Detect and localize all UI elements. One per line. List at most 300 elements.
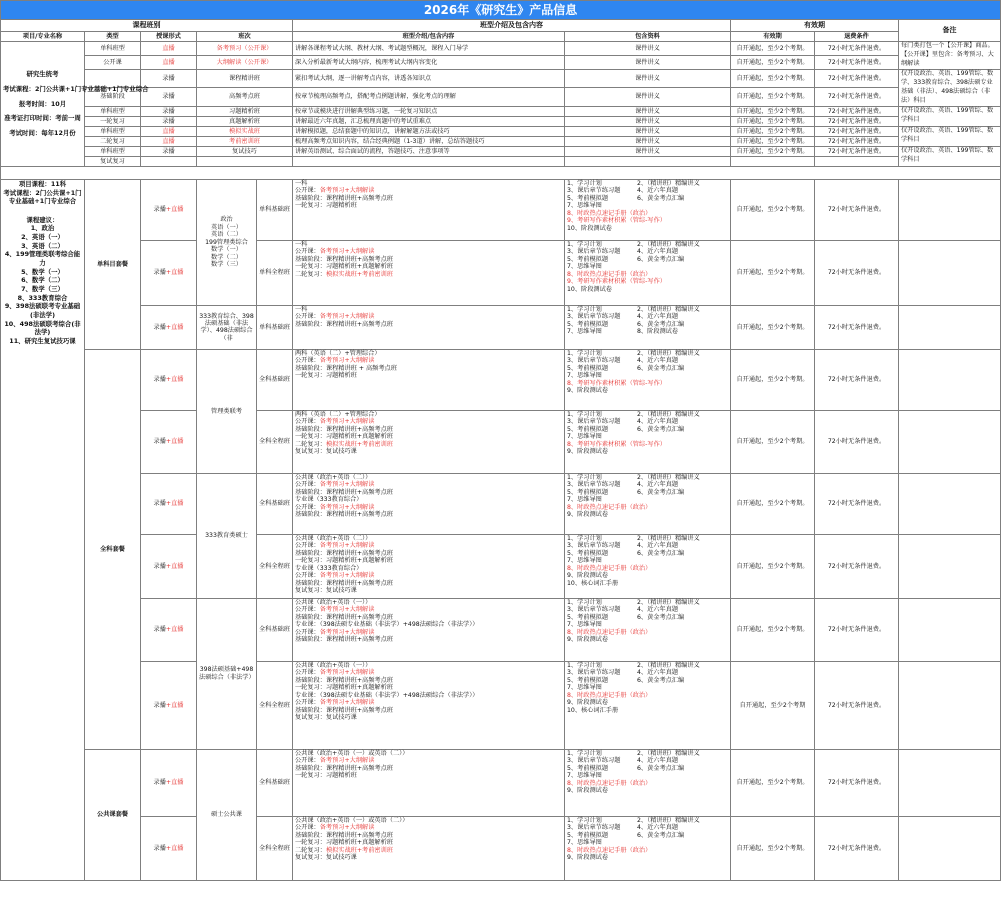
- material-item: 7、思维导图: [567, 202, 602, 210]
- intro-line: 专业课（333教育综合）: [295, 496, 363, 504]
- package-remark: [899, 179, 1001, 240]
- mode-plus: +: [165, 376, 172, 384]
- mode-plus: +: [165, 701, 172, 709]
- lower-project-summary: [1, 179, 85, 880]
- package-intro: [293, 534, 565, 598]
- material-item: 5、考前模拟题: [567, 425, 609, 433]
- material-line: [567, 328, 728, 335]
- project-line: 8、333教育综合: [17, 293, 68, 302]
- material-item: 3、课后章节练习题: [567, 248, 621, 256]
- package-mode: [141, 749, 197, 816]
- intro-line: 一科: [295, 305, 308, 313]
- package-mode: [141, 179, 197, 240]
- material-line: [567, 557, 728, 564]
- material-item: 1、学习计划: [567, 749, 602, 757]
- material-item: 1、学习计划: [567, 598, 602, 606]
- package-intro: [293, 349, 565, 410]
- material-item: 5、考前模拟题: [567, 194, 609, 202]
- package-material: [565, 410, 731, 473]
- material-item: 1、学习计划: [567, 305, 602, 313]
- intro-line: 一科: [295, 240, 308, 248]
- intro-highlight: 备考预习+大纲解读: [319, 481, 375, 489]
- project-line: 报考时间：10月: [18, 99, 67, 108]
- project-line: 10、498法硕联考综合(非法学): [4, 319, 81, 337]
- package-type: 全科套餐: [85, 349, 141, 749]
- intro-line: 复试复习：复试技巧课: [295, 713, 357, 721]
- mode-plus: +: [165, 844, 172, 852]
- package-type: 单科目套餐: [85, 179, 141, 349]
- package-mode: [141, 534, 197, 598]
- package-mode: [141, 305, 197, 349]
- upper-row: [1, 88, 1001, 106]
- row-mode: 录播: [141, 69, 197, 87]
- mode-plus: +: [165, 323, 172, 331]
- package-material: [565, 473, 731, 534]
- project-line: 考试课程：2门公共课+1门专业基础+1门专业综合: [3, 84, 149, 93]
- package-refund: 72小时无条件退费。: [815, 473, 899, 534]
- material-line: [567, 263, 728, 270]
- mode-plus: +: [165, 500, 172, 508]
- material-line: [567, 225, 728, 232]
- mode-recorded: 录播: [153, 323, 166, 331]
- project-line: 9、398法硕联考专业基础(非法学): [4, 302, 81, 319]
- material-item: 8、时政热点速记手册（政治）: [567, 270, 652, 278]
- material-item: 3、课后章节练习题: [567, 187, 621, 195]
- row-valid: 自开通起，至少2个考期。: [731, 116, 815, 126]
- intro-line: 二轮复习：模拟实战班+考前密训班: [295, 270, 393, 278]
- row-type: 一轮复习: [85, 116, 141, 126]
- mode-plus: +: [165, 626, 172, 634]
- row-mode: 录播: [141, 146, 197, 156]
- package-valid: 自开通起，至少2个考期。: [731, 349, 815, 410]
- material-item: 6、黄金考点汇编: [637, 425, 685, 433]
- intro-highlight: 备考预习+大纲解读: [319, 248, 375, 256]
- mode-recorded: 录播: [153, 626, 166, 634]
- material-item: 6、黄金考点汇编: [637, 364, 685, 372]
- row-refund: 72小时无条件退费。: [815, 88, 899, 106]
- row-refund: 72小时无条件退费。: [815, 136, 899, 146]
- material-item: 3、课后章节练习题: [567, 757, 621, 765]
- upper-row: [1, 69, 1001, 87]
- intro-highlight: 备考预习+大纲解读: [319, 572, 375, 580]
- intro-line: 一轮复习：习题精析班+真题解析班: [295, 263, 393, 271]
- intro-line: 基础阶段：课程精讲班+高频考点班: [295, 320, 393, 328]
- package-intro: [293, 816, 565, 880]
- material-item: 6、黄金考点汇编: [637, 488, 685, 496]
- row-valid: 自开通起，至少2个考期。: [731, 55, 815, 69]
- material-item: 7、思维导图: [567, 557, 602, 565]
- intro-highlight: 备考预习+大纲解读: [319, 313, 375, 321]
- material-item: 9、考研写作素材积累（管综-写作）: [567, 217, 666, 225]
- project-line: 5、数学（一）: [21, 267, 64, 276]
- package-class: 全科全程班: [257, 410, 293, 473]
- row-class: 复试技巧: [197, 146, 293, 156]
- intro-highlight: 备考预习+大纲解读: [319, 669, 375, 677]
- project-line: 1、政治: [30, 224, 55, 233]
- material-item: 1、学习计划: [567, 661, 602, 669]
- package-mode: [141, 473, 197, 534]
- intro-line: 基础阶段：课程精讲班+高频考点班: [295, 831, 393, 839]
- material-item: 6、黄金考点汇编: [637, 613, 685, 621]
- material-item: 10、核心词汇手册: [567, 706, 619, 714]
- subject-item: 英语（二）: [211, 231, 242, 239]
- intro-line: 基础阶段：课程精讲班 + 高频考点班: [295, 364, 397, 372]
- intro-highlight: 模拟实战班+考前密训班: [325, 440, 393, 448]
- row-refund: 72小时无条件退费。: [815, 55, 899, 69]
- package-material: [565, 305, 731, 349]
- material-item: 3、课后章节练习题: [567, 669, 621, 677]
- row-remark: 每门类打包一个【公开课】商品。【公开课】里包含：备考预习、大纲解读: [899, 42, 1001, 70]
- material-item: 2、（精讲班）精编讲义: [637, 349, 700, 357]
- project-line: 2、英语（一）: [21, 233, 64, 242]
- material-item: 8、时政热点速记手册（政治）: [567, 779, 652, 787]
- intro-line: 基础阶段：课程精讲班+高频考点班: [295, 706, 393, 714]
- package-intro: [293, 598, 565, 661]
- material-line: [567, 580, 728, 587]
- material-line: [567, 780, 728, 787]
- intro-line: 公共课（政治+英语（一）或英语（二））: [295, 816, 409, 824]
- material-line: [567, 757, 728, 764]
- package-refund: 72小时无条件退费。: [815, 179, 899, 240]
- material-item: 4、近六年真题: [637, 187, 679, 195]
- material-line: [567, 707, 728, 714]
- mode-recorded: 录播: [153, 438, 166, 446]
- row-valid: 自开通起，至少2个考期。: [731, 146, 815, 156]
- project-line: 研究生统考: [26, 70, 59, 79]
- material-line: [567, 496, 728, 503]
- material-item: 7、思维导图: [567, 684, 602, 692]
- row-material: 课件讲义: [565, 146, 731, 156]
- row-material: 课件讲义: [565, 55, 731, 69]
- intro-line: 公开课：备考预习+大纲解读: [295, 757, 375, 765]
- row-class: 真题解析班: [197, 116, 293, 126]
- header-validity-group: 有效期: [731, 20, 899, 32]
- row-mode: 直播: [141, 126, 197, 136]
- row-refund: 72小时无条件退费。: [815, 69, 899, 87]
- intro-line: 二轮复习：模拟实战班+考前密训班: [295, 846, 393, 854]
- material-line: [567, 542, 728, 549]
- row-intro: 讲解模拟题，总结套题中的知识点，讲解解题方法或技巧: [293, 126, 565, 136]
- intro-line: 基础阶段：课程精讲班+高频考点班: [295, 255, 393, 263]
- intro-line: 公共课（政治+英语（二））: [295, 473, 372, 481]
- package-class: 全科全程班: [257, 534, 293, 598]
- intro-line: 公开课：备考预习+大纲解读: [295, 606, 375, 614]
- material-item: 6、黄金考点汇编: [637, 549, 685, 557]
- material-item: 8、阶段测试卷: [637, 328, 679, 336]
- package-class: 全科基础班: [257, 749, 293, 816]
- material-item: 5、考前模拟题: [567, 676, 609, 684]
- row-material: 课件讲义: [565, 136, 731, 146]
- material-item: 3、课后章节练习题: [567, 418, 621, 426]
- package-mode: [141, 410, 197, 473]
- gap-cell: [1, 166, 1001, 179]
- subject-item: 199管理类综合: [205, 238, 248, 246]
- package-valid: 自开通起，至少2个考期。: [731, 240, 815, 305]
- intro-line: 一轮复习：习题精析班+真题解析班: [295, 433, 393, 441]
- package-intro: [293, 305, 565, 349]
- package-intro: [293, 179, 565, 240]
- intro-line: 公开课：备考预习+大纲解读: [295, 248, 375, 256]
- row-intro: 紧扣考试大纲，逐一讲解考点内容，讲透各知识点: [293, 69, 565, 87]
- project-line: 6、数学（二）: [21, 276, 64, 285]
- package-refund: 72小时无条件退费。: [815, 816, 899, 880]
- row-material: 课件讲义: [565, 106, 731, 116]
- intro-line: 基础阶段：课程精讲班+高频考点班: [295, 488, 393, 496]
- package-valid: 自开通起，至少2个考期。: [731, 534, 815, 598]
- material-line: [567, 380, 728, 387]
- material-item: 7、思维导图: [567, 372, 602, 380]
- package-intro: [293, 749, 565, 816]
- project-line: 项目课程：11科: [18, 179, 67, 188]
- intro-highlight: 备考预习+大纲解读: [319, 357, 375, 365]
- material-line: [567, 278, 728, 285]
- package-remark: [899, 305, 1001, 349]
- row-valid: 自开通起，至少2个考期。: [731, 106, 815, 116]
- package-material: [565, 534, 731, 598]
- material-line: [567, 636, 728, 643]
- intro-line: 基础阶段：课程精讲班+高频考点班: [295, 764, 393, 772]
- material-line: [567, 248, 728, 255]
- intro-line: 复试复习：复试技巧课: [295, 586, 357, 594]
- package-row: [1, 534, 1001, 598]
- material-line: [567, 839, 728, 846]
- material-line: [567, 606, 728, 613]
- row-class: 高频考点班: [197, 88, 293, 106]
- header-course-group: 课程班别: [1, 20, 293, 32]
- package-refund: 72小时无条件退费。: [815, 534, 899, 598]
- row-mode: [141, 156, 197, 166]
- material-line: [567, 187, 728, 194]
- material-item: 3、课后章节练习题: [567, 606, 621, 614]
- header-intro: 班型介绍/包含内容: [293, 32, 565, 42]
- material-item: 1、学习计划: [567, 534, 602, 542]
- material-item: 4、近六年真题: [637, 824, 679, 832]
- intro-line: 二轮复习：模拟实战班+考前密训班: [295, 440, 393, 448]
- row-valid: 自开通起，至少2个考期。: [731, 136, 815, 146]
- intro-line: 公共课（政治+英语（一）或英语（二））: [295, 749, 409, 757]
- material-line: [567, 772, 728, 779]
- package-class: 单科基础班: [257, 179, 293, 240]
- material-line: [567, 669, 728, 676]
- material-item: 7、思维导图: [567, 263, 602, 271]
- material-item: 8、考研写作素材积累（管综-写作）: [567, 379, 666, 387]
- package-valid: 自开通起，至少2个考期。: [731, 179, 815, 240]
- intro-highlight: 备考预习+大纲解读: [319, 606, 375, 614]
- intro-line: 一轮复习：习题精析班+真题解析班: [295, 684, 393, 692]
- package-material: [565, 240, 731, 305]
- intro-line: 一轮复习：习题精析班+真题解析班: [295, 557, 393, 565]
- material-item: 5、考前模拟题: [567, 613, 609, 621]
- intro-highlight: 备考预习+大纲解读: [319, 503, 375, 511]
- package-mode: [141, 816, 197, 880]
- material-item: 4、近六年真题: [637, 357, 679, 365]
- row-type: 单科班型: [85, 42, 141, 56]
- material-item: 7、思维导图: [567, 839, 602, 847]
- package-mode: [141, 349, 197, 410]
- material-item: 8、时政热点速记手册（政治）: [567, 691, 652, 699]
- row-intro: 讲解各课程考试大纲、教材大纲、考试题型概况，课程入门导学: [293, 42, 565, 56]
- row-mode: 录播: [141, 116, 197, 126]
- material-line: [567, 854, 728, 861]
- material-item: 2、（精讲班）精编讲义: [637, 305, 700, 313]
- project-line: 11、研究生复试技巧课: [9, 336, 76, 345]
- material-item: 9、阶段测试卷: [567, 572, 609, 580]
- material-item: 3、课后章节练习题: [567, 824, 621, 832]
- material-item: 2、（精讲班）精编讲义: [637, 473, 700, 481]
- material-line: [567, 418, 728, 425]
- package-subjects: 333教育综合、398法硕基础（非法学）、498法硕综合（非: [197, 305, 257, 349]
- intro-highlight: 备考预习+大纲解读: [319, 418, 375, 426]
- material-line: [567, 504, 728, 511]
- material-item: 5、考前模拟题: [567, 488, 609, 496]
- row-intro: [293, 156, 565, 166]
- intro-line: 基础阶段：课程精讲班+高频考点班: [295, 549, 393, 557]
- row-material: [565, 156, 731, 166]
- package-refund: 72小时无条件退费。: [815, 240, 899, 305]
- row-mode: 直播: [141, 136, 197, 146]
- material-item: 7、思维导图: [567, 772, 602, 780]
- material-line: [567, 511, 728, 518]
- subject-item: 英语（一）: [211, 223, 242, 231]
- section-gap: [1, 166, 1001, 179]
- row-type: 基础阶段: [85, 88, 141, 106]
- mode-plus: +: [165, 438, 172, 446]
- material-item: 4、近六年真题: [637, 669, 679, 677]
- mode-recorded: 录播: [153, 500, 166, 508]
- material-line: [567, 271, 728, 278]
- intro-highlight: 备考预习+大纲解读: [319, 699, 375, 707]
- project-line: 4、199管理类联考综合能力: [4, 250, 81, 268]
- row-remark: 仅开设政治、英语、199管综、数学科目: [899, 106, 1001, 126]
- material-item: 9、阶段测试卷: [567, 448, 609, 456]
- intro-highlight: 备考预习+大纲解读: [319, 187, 375, 195]
- mode-recorded: 录播: [153, 206, 166, 214]
- material-line: [567, 699, 728, 706]
- intro-line: 公开课：备考预习+大纲解读: [295, 824, 375, 832]
- package-remark: [899, 534, 1001, 598]
- row-class: [197, 156, 293, 166]
- intro-line: 公开课：备考预习+大纲解读: [295, 628, 375, 636]
- material-item: 4、近六年真题: [637, 248, 679, 256]
- intro-line: 专业课：（398法硕专业基础（非法学）+498法硕综合（非法学））: [295, 691, 479, 699]
- project-line: 课程建议：: [26, 215, 59, 224]
- package-row: [1, 473, 1001, 534]
- material-item: 1、学习计划: [567, 349, 602, 357]
- intro-line: 一轮复习：习题精析班+真题解析班: [295, 839, 393, 847]
- row-refund: [815, 156, 899, 166]
- material-item: 3、课后章节练习题: [567, 481, 621, 489]
- package-subjects: [197, 179, 257, 305]
- intro-line: 基础阶段：课程精讲班+高频考点班: [295, 425, 393, 433]
- mode-live: 直播: [171, 500, 184, 508]
- material-item: 1、学习计划: [567, 473, 602, 481]
- intro-line: 两科（英语（二）+管理综合）: [295, 349, 381, 357]
- row-material: 课件讲义: [565, 126, 731, 136]
- material-item: 6、黄金考点汇编: [637, 764, 685, 772]
- package-intro: [293, 240, 565, 305]
- material-item: 4、近六年真题: [637, 313, 679, 321]
- package-class: 全科全程班: [257, 661, 293, 749]
- row-refund: 72小时无条件退费。: [815, 106, 899, 116]
- row-remark: 仅开设政治、英语、199管综、数学、333教育综合、398法硕专业基础（非法）、498法硕综合（非法）科目: [899, 69, 1001, 106]
- package-material: [565, 179, 731, 240]
- project-line: 3、英语（二）: [21, 241, 64, 250]
- package-refund: 72小时无条件退费。: [815, 305, 899, 349]
- intro-line: 公开课：备考预习+大纲解读: [295, 418, 375, 426]
- material-line: [567, 217, 728, 224]
- row-type: 单科班型: [85, 146, 141, 156]
- intro-highlight: 备考预习+大纲解读: [319, 757, 375, 765]
- intro-line: 公共课（政治+英语（二））: [295, 534, 372, 542]
- material-item: 4、近六年真题: [637, 606, 679, 614]
- row-intro: 梳理高频考点知识内容，结合经典例题（1-3道）讲解，总结答题技巧: [293, 136, 565, 146]
- intro-line: 基础阶段：课程精讲班+高频考点班: [295, 511, 393, 519]
- intro-line: 复试复习：复试技巧课: [295, 854, 357, 862]
- row-mode: 直播: [141, 42, 197, 56]
- package-row: [1, 179, 1001, 240]
- project-line: 考试时间：每年12月份: [9, 128, 76, 137]
- row-material: 课件讲义: [565, 69, 731, 87]
- material-line: [567, 787, 728, 794]
- row-valid: [731, 156, 815, 166]
- material-item: 3、课后章节练习题: [567, 313, 621, 321]
- row-mode: 录播: [141, 88, 197, 106]
- upper-row: [1, 146, 1001, 156]
- subject-item: 数学（一）: [211, 246, 242, 254]
- row-refund: 72小时无条件退费。: [815, 126, 899, 136]
- material-item: 2、（精讲班）精编讲义: [637, 534, 700, 542]
- package-row: [1, 598, 1001, 661]
- intro-line: 公开课：备考预习+大纲解读: [295, 572, 375, 580]
- header-type: 类型: [85, 32, 141, 42]
- material-item: 4、近六年真题: [637, 418, 679, 426]
- subject-item: 政治: [220, 216, 233, 224]
- material-item: 5、考前模拟题: [567, 320, 609, 328]
- material-item: 1、学习计划: [567, 410, 602, 418]
- package-material: [565, 349, 731, 410]
- row-material: 课件讲义: [565, 116, 731, 126]
- material-line: [567, 621, 728, 628]
- row-material: 课件讲义: [565, 88, 731, 106]
- material-item: 1、学习计划: [567, 179, 602, 187]
- package-intro: [293, 410, 565, 473]
- material-item: 4、近六年真题: [637, 481, 679, 489]
- material-line: [567, 286, 728, 293]
- intro-line: 基础阶段：课程精讲班+高频考点班: [295, 613, 393, 621]
- package-row: [1, 305, 1001, 349]
- material-item: 6、黄金考点汇编: [637, 320, 685, 328]
- intro-highlight: 备考预习+大纲解读: [319, 628, 375, 636]
- material-item: 8、时政热点速记手册（政治）: [567, 503, 652, 511]
- header-remark: 备注: [899, 20, 1001, 42]
- package-remark: [899, 240, 1001, 305]
- package-material: [565, 661, 731, 749]
- material-line: [567, 481, 728, 488]
- material-item: 8、时政热点速记手册（政治）: [567, 628, 652, 636]
- package-row: [1, 816, 1001, 880]
- mode-recorded: 录播: [153, 269, 166, 277]
- material-line: [567, 824, 728, 831]
- row-class: 备考预习（公开课）: [197, 42, 293, 56]
- mode-recorded: 录播: [153, 562, 166, 570]
- mode-recorded: 录播: [153, 701, 166, 709]
- row-mode: 直播: [141, 55, 197, 69]
- material-line: [567, 313, 728, 320]
- package-valid: 自开通起，至少2个考期。: [731, 410, 815, 473]
- material-item: 9、阶段测试卷: [567, 636, 609, 644]
- material-line: [567, 210, 728, 217]
- package-valid: 自开通起，至少2个考期: [731, 661, 815, 749]
